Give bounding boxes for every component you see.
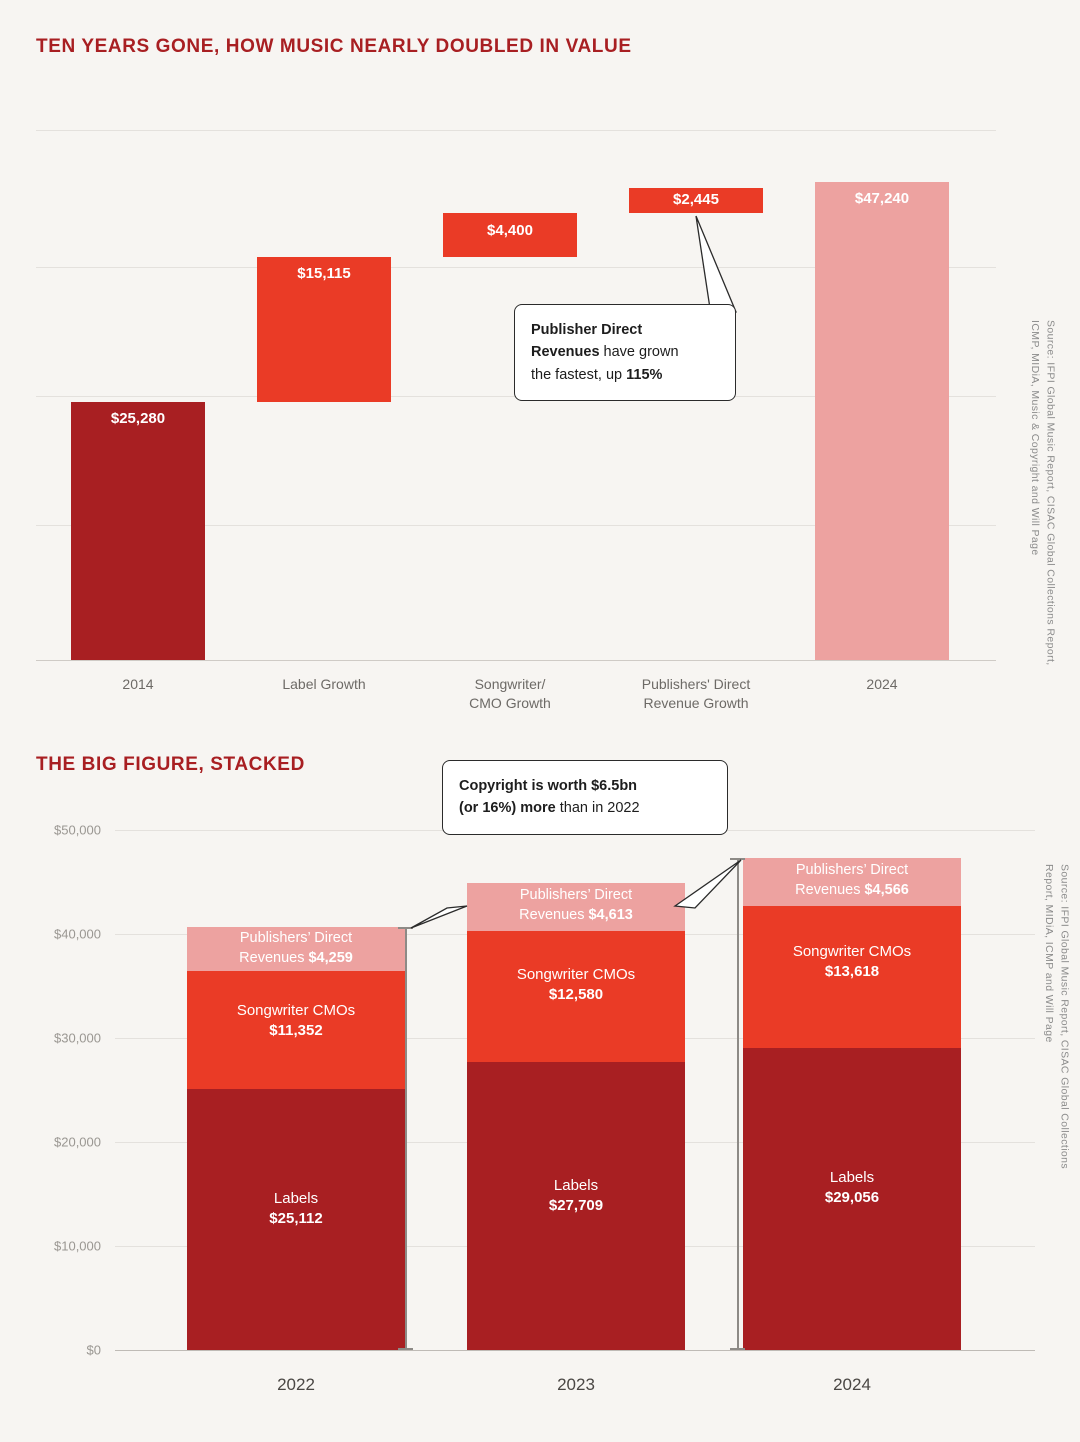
series-value: $4,566 xyxy=(864,881,909,898)
series-value: $27,709 xyxy=(548,1197,604,1215)
bar-2024-value: $47,240 xyxy=(854,190,910,207)
bar-songwriter-cmo-growth-value: $4,400 xyxy=(487,222,533,239)
comparison-bracket-2024-cap-bottom xyxy=(730,1348,745,1350)
comparison-bracket-2024-cap-top xyxy=(730,858,745,860)
waterfall-chart-section xyxy=(0,28,1080,718)
segment-songwriter-cmos-2022[interactable] xyxy=(187,971,405,1089)
comparison-bracket-2022 xyxy=(405,927,407,1350)
series-name-line1: Publishers’ Direct xyxy=(239,930,353,946)
category-label-label-growth xyxy=(237,675,411,694)
bar-publishers-direct-growth-value: $2,445 xyxy=(673,191,719,208)
callout-copyright-value xyxy=(442,760,728,835)
callout1-line3-bold: 115% xyxy=(626,366,663,383)
category-label-line1: 2024 xyxy=(866,676,898,692)
chart2-source: Source: IFPI Global Music Report, CISAC Global Collections Report, MIDiA, ICMP and Will Page xyxy=(1042,864,1071,1170)
category-label-2023: 2023 xyxy=(557,1375,595,1394)
category-label-2022: 2022 xyxy=(277,1375,315,1394)
chart2-title: THE BIG FIGURE, STACKED xyxy=(36,754,305,775)
comparison-bracket-2022-cap-bottom xyxy=(398,1348,413,1350)
category-label-line1: Publishers' Direct xyxy=(641,676,751,692)
segment-labels-2022[interactable] xyxy=(187,1089,405,1350)
category-label-songwriter-cmo-growth xyxy=(423,675,597,713)
callout2-line1: Copyright is worth $6.5bn xyxy=(459,778,638,794)
series-value: $29,056 xyxy=(824,1189,880,1207)
segment-label-text xyxy=(743,942,961,983)
segment-labels-2023[interactable] xyxy=(467,1062,685,1350)
series-name-line2: Revenues xyxy=(239,949,309,966)
bar-2014[interactable] xyxy=(71,402,205,660)
category-label-line2: CMO Growth xyxy=(469,694,551,711)
series-name-line1: Publishers’ Direct xyxy=(795,862,909,878)
callout1-line1: Publisher Direct xyxy=(531,322,643,338)
series-value: $12,580 xyxy=(548,986,604,1004)
series-value: $4,259 xyxy=(308,949,353,966)
segment-publishers-direct-2023[interactable] xyxy=(467,883,685,931)
gridline xyxy=(36,130,996,131)
segment-labels-2024[interactable] xyxy=(743,1048,961,1350)
x-axis-line xyxy=(36,660,996,661)
segment-publishers-direct-2024[interactable] xyxy=(743,858,961,906)
category-label-line2: Revenue Growth xyxy=(643,694,749,711)
segment-label-text xyxy=(187,929,405,968)
series-value: $25,112 xyxy=(269,1210,323,1228)
comparison-bracket-2022-cap-top xyxy=(398,927,413,929)
callout2-line2-rest: than in 2022 xyxy=(555,800,640,817)
series-name: Songwriter CMOs xyxy=(792,943,912,960)
comparison-bracket-2024 xyxy=(737,858,739,1350)
series-name-line2: Revenues xyxy=(795,881,865,898)
y-tick-20000: $20,000 xyxy=(54,1134,101,1150)
segment-label-text xyxy=(467,965,685,1006)
series-name-line2: Revenues xyxy=(519,906,589,923)
y-tick-30000: $30,000 xyxy=(54,1030,101,1046)
series-name: Labels xyxy=(553,1177,599,1194)
stacked-chart-section xyxy=(0,742,1080,1442)
callout2-line2-bold: (or 16%) more xyxy=(459,800,556,817)
bar-label-growth-value: $15,115 xyxy=(297,265,351,282)
segment-label-text xyxy=(187,1001,405,1042)
series-name-line1: Publishers’ Direct xyxy=(519,887,633,903)
bar-2014-value: $25,280 xyxy=(110,410,166,427)
y-tick-50000: $50,000 xyxy=(54,822,101,838)
series-value: $4,613 xyxy=(588,906,633,923)
callout1-line2-rest: have grown xyxy=(599,344,679,361)
segment-label-text xyxy=(467,1176,685,1217)
series-value: $11,352 xyxy=(269,1022,323,1040)
callout1-line2-bold: Revenues xyxy=(531,344,600,361)
callout1-line3-rest: the fastest, up xyxy=(531,366,627,383)
category-label-line1: Songwriter/ xyxy=(474,676,546,692)
category-label-line1: Label Growth xyxy=(282,676,366,692)
series-name: Songwriter CMOs xyxy=(236,1002,356,1019)
category-label-2024: 2024 xyxy=(833,1375,871,1394)
x-axis-line xyxy=(115,1350,1035,1351)
category-label-2024 xyxy=(815,675,949,694)
chart1-title: TEN YEARS GONE, HOW MUSIC NEARLY DOUBLED IN VALUE xyxy=(36,36,632,57)
bar-2024[interactable] xyxy=(815,182,949,660)
category-label-publishers-direct-growth xyxy=(604,675,788,713)
category-label-2014 xyxy=(71,675,205,694)
callout-publisher-direct-revenues xyxy=(514,304,736,401)
segment-label-text xyxy=(743,1168,961,1209)
segment-songwriter-cmos-2023[interactable] xyxy=(467,931,685,1062)
y-tick-10000: $10,000 xyxy=(54,1238,101,1254)
segment-label-text xyxy=(467,886,685,925)
y-tick-40000: $40,000 xyxy=(54,926,101,942)
segment-label-text xyxy=(743,861,961,900)
series-name: Labels xyxy=(273,1190,319,1207)
series-name: Labels xyxy=(829,1169,875,1186)
series-name: Songwriter CMOs xyxy=(516,966,636,983)
segment-publishers-direct-2022[interactable] xyxy=(187,927,405,971)
y-tick-0: $0 xyxy=(86,1342,101,1358)
segment-songwriter-cmos-2024[interactable] xyxy=(743,906,961,1048)
series-value: $13,618 xyxy=(824,963,880,981)
segment-label-text xyxy=(187,1189,405,1230)
chart1-source: Source: IFPI Global Music Report, CISAC Global Collections Report, ICMP, MIDiA, Music & Copyright and Will Page xyxy=(1028,320,1057,666)
category-label-line1: 2014 xyxy=(122,676,154,692)
